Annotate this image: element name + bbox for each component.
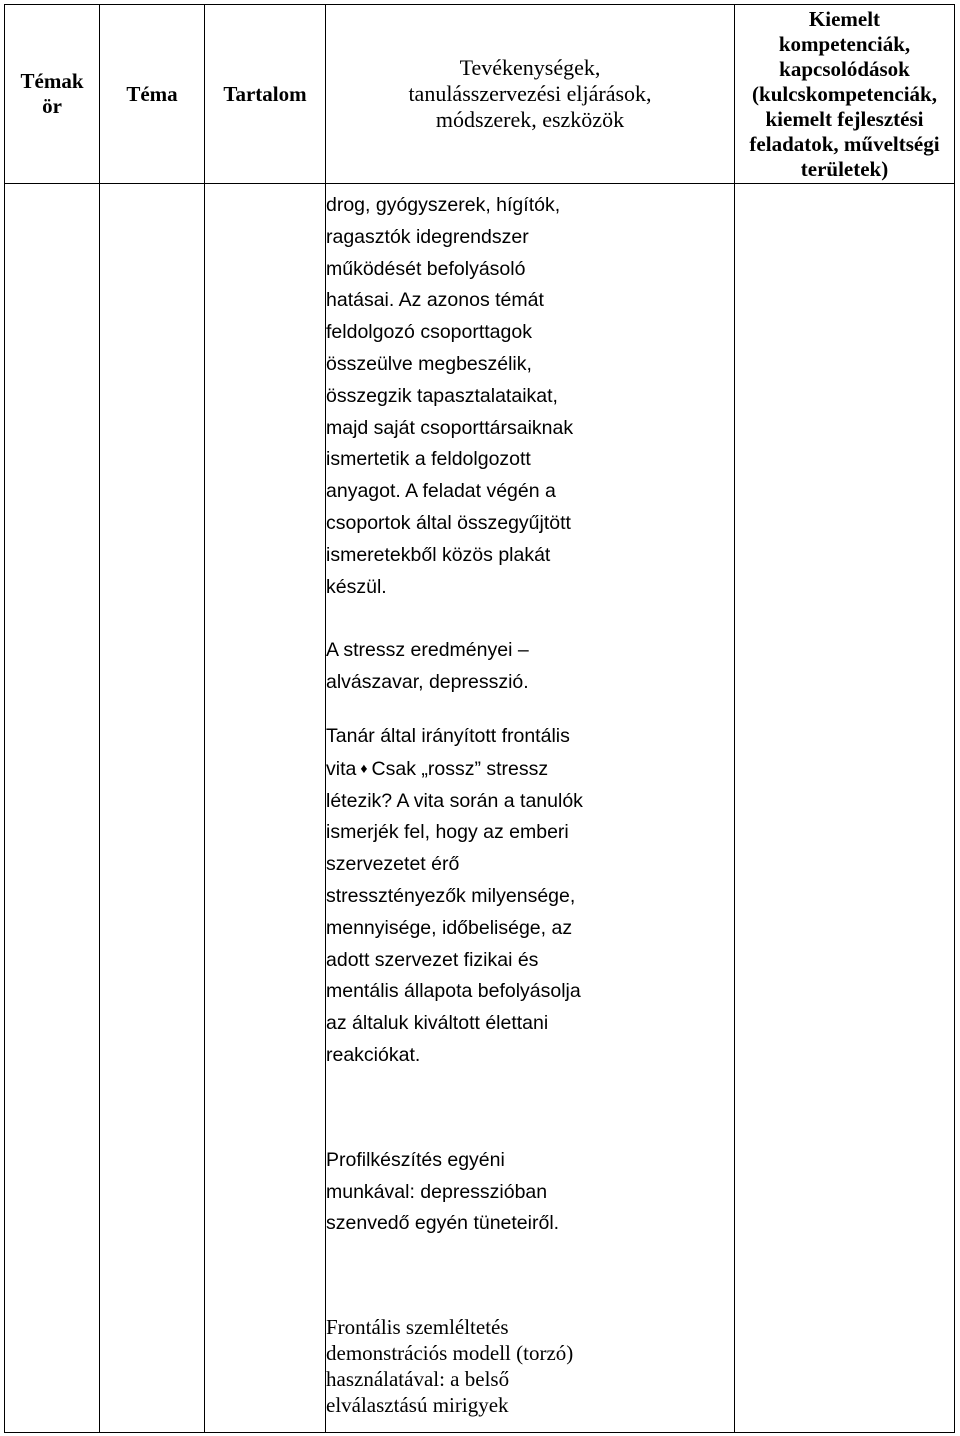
header-topic-area <box>5 5 100 184</box>
header-activities: Tevékenységek, tanulásszervezési eljárások, módszerek, eszközök <box>326 5 735 184</box>
curriculum-table <box>4 4 955 1433</box>
header-row <box>5 5 955 184</box>
activity-demonstration: Frontális szemléltetés demonstrációs modell (torzó) használatával: a belső elválasztású mirigyek <box>326 1315 574 1418</box>
header-content: Tartalom <box>205 5 326 184</box>
activity-group-work: drog, gyógyszerek, hígítók, ragasztók idegrendszer működését befolyásoló hatásai. Az azonos témát feldolgozó csoporttagok összeülve megbeszélik, összegzik tapasztalataikat, majd saját csoporttársaiknak ismertetik a feldolgozott anyagot. A feladat végén a csoportok által összegyűjtött ismeretekből közös plakát készül. <box>326 194 574 598</box>
header-competencies: Kiemelt kompetenciák, kapcsolódások (kulcskompetenciák, kiemelt fejlesztési feladatok, műveltségi területek) <box>735 5 955 184</box>
cell-content <box>205 184 326 1433</box>
diamond-bullet-icon: ♦ <box>360 759 368 776</box>
header-topic-area-line2: ör <box>42 94 62 118</box>
content-row <box>5 184 955 1433</box>
cell-topic <box>100 184 205 1433</box>
cell-activities <box>326 184 735 1433</box>
header-topic-area-line1: Témak <box>20 69 84 93</box>
activity-profile: Profilkészítés egyéni munkával: depresszióban szenvedő egyén tüneteiről. <box>326 1148 560 1235</box>
cell-competencies <box>735 184 955 1433</box>
cell-topic-area <box>5 184 100 1433</box>
activity-debate: Tanár által irányított frontális vita ♦ Csak „rossz” stressz létezik? A vita során a tanulók ismerjék fel, hogy az emberi szervezetet érő stressztényezők milyensége, mennyisége, időbelisége, az adott szervezet fizikai és mentális állapota befolyásolja az általuk kiváltott élettani reakciókat. <box>326 724 583 1066</box>
activity-stress-results: A stressz eredményei – alvászavar, depresszió. <box>326 639 529 694</box>
header-topic: Téma <box>100 5 205 184</box>
